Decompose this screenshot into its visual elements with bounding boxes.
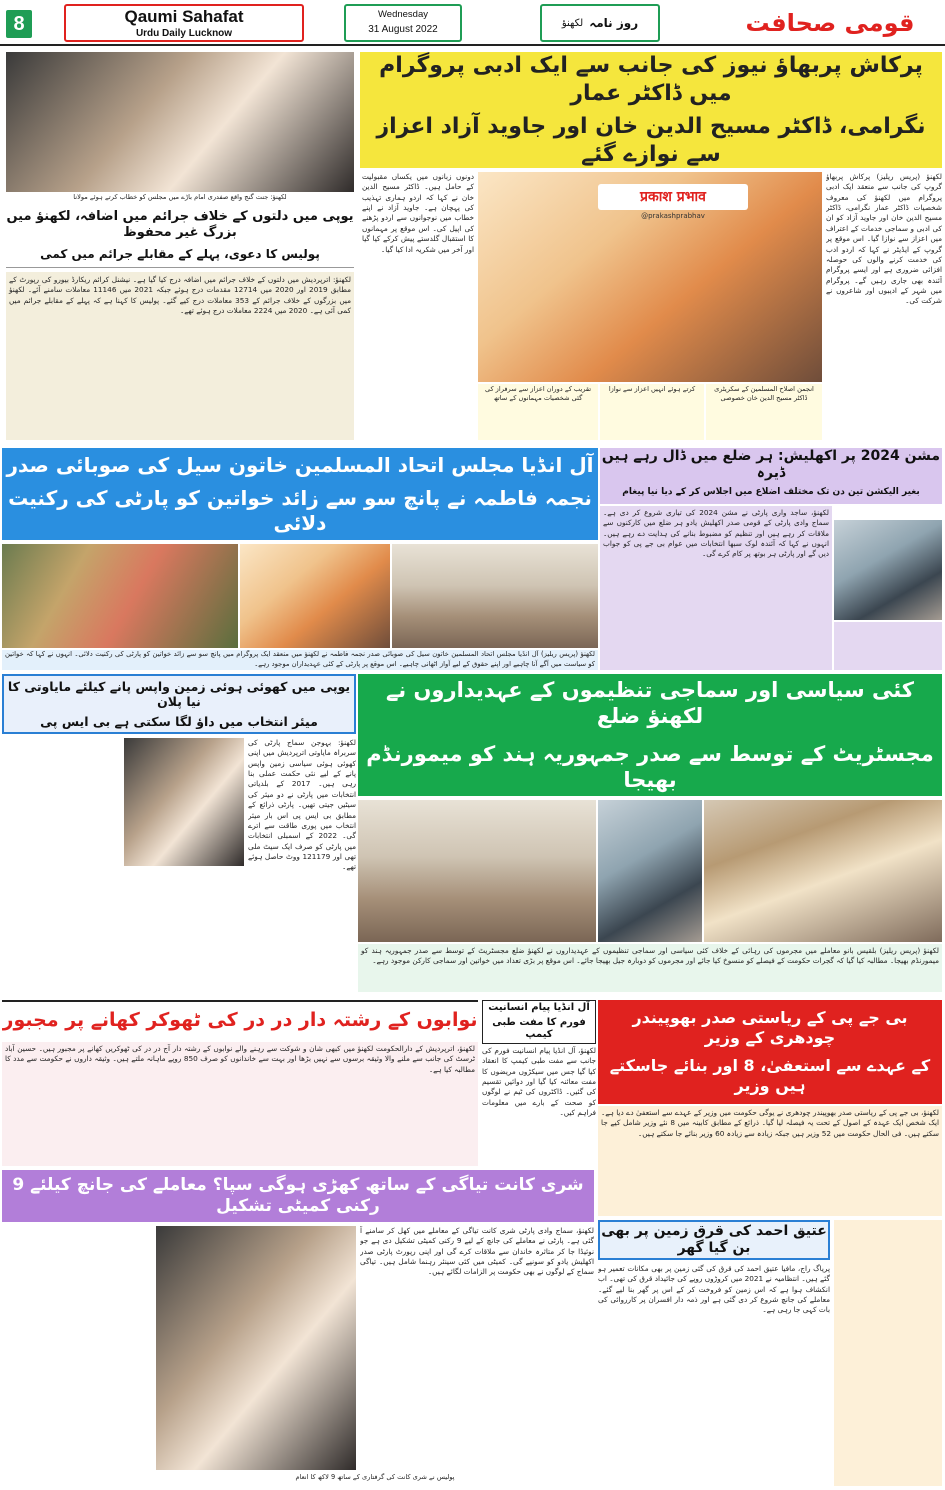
aimim-headline-block (2, 448, 598, 540)
story1-body-right: لکھنؤ (پریس ریلیز) پرکاش پربھاؤ گروپ کی جانب سے منعقد ایک ادبی پروگرام میں لکھنؤ کی معروف شخصیات ڈاکٹر عمار نگرامی، ڈاکٹر مسیح الدین خان اور جاوید آزاد کو ان کی ادبی و سماجی خدمات کے اعتراف میں اعزاز سے نوازا گیا۔ اس موقع پر گروپ کے ایڈیٹر نے کہا کہ اردو ادب کی خدمت کرنے والوں کی حوصلہ افزائی ضروری ہے اور ایسے پروگرام آئندہ بھی جاری رہیں گے۔ پروگرام میں شہر کے ادیبوں اور شاعروں نے شرکت کی۔ (826, 172, 942, 306)
english-subtitle: Urdu Daily Lucknow (135, 28, 233, 39)
mayawati-body-mid (124, 868, 244, 992)
nawab-headline: نوابوں کے رشتہ دار در در کی ٹھوکر کھانے پر مجبور (2, 1000, 478, 1040)
date-box (344, 4, 462, 42)
aimim-photo-1 (2, 544, 238, 648)
urdu-daily-badge (540, 4, 660, 42)
memo-headline-block (358, 674, 942, 796)
memo-photo-2 (598, 800, 702, 942)
mayawati-body-left (2, 738, 120, 992)
tyagi-caption: پولیس نے شری کانت کی گرفتاری کے ساتھ 9 لاکھ کا انعام (156, 1472, 594, 1486)
crime-headline: یوپی میں دلتوں کے خلاف جرائم میں اضافہ، لکھنؤ میں بزرگ غیر محفوظ (6, 208, 354, 240)
badge-city-text: لکھنؤ (561, 17, 584, 29)
bjp-headline-line2: کے عہدے سے استعفیٰ، 8 اور بنائے جاسکتے ہیں وزیر (609, 1056, 931, 1095)
akhilesh-body: لکھنؤ، ساجد واری پارٹی نے مشن 2024 کی تیاری شروع کر دی ہے۔ سماج وادی پارٹی کے قومی صدر اکھلیش یادو ہر ضلع میں کارکنوں سے ملاقات کر رہے ہیں اور تنظیم کو مضبوط بنانے کی ہدایت دے رہے ہیں۔ انہوں نے کہا کہ آئندہ لوک سبھا انتخابات میں عوام بی جے پی کو جواب دیں گے اور پارٹی ہر بوتھ پر کام کرے گی۔ (600, 506, 832, 670)
akhilesh-body-cont (834, 622, 942, 670)
urdu-masthead-title: قومی صحافت (745, 9, 915, 37)
mayawati-photo (124, 738, 244, 866)
camp-headline-block (482, 1000, 596, 1044)
tyagi-body-left (2, 1226, 152, 1486)
memo-photo-3 (704, 800, 942, 942)
memo-body: لکھنؤ (پریس ریلیز) بلقیس بانو معاملے میں مجرموں کی رہائی کے خلاف کئی سیاسی اور سماجی تنظیموں کے عہدیداروں نے لکھنؤ ضلع مجسٹریٹ کے توسط سے صدر جمہوریہ ہند کو میمورنڈم بھیجا۔ مطالبہ کیا گیا کہ گجرات حکومت کے فیصلے کو منسوخ کیا جائے اور مجرموں کو دوبارہ جیل بھیجا جائے۔ اس موقع پر بڑی تعداد میں خواتین اور سماجی کارکن موجود رہے۔ (358, 944, 942, 992)
camp-headline-line1: آل انڈیا پیام انسانیت (488, 1002, 590, 1014)
camp-body: لکھنؤ، آل انڈیا پیام انسانیت فورم کی جانب سے مفت طبی کیمپ کا انعقاد کیا گیا جس میں سیکڑوں مریضوں کا مفت معائنہ کیا گیا اور دوائیں تقسیم کی گئیں۔ ڈاکٹروں کی ٹیم نے لوگوں کو صحت کے بارے میں معلومات فراہم کیں۔ (482, 1046, 596, 1118)
aimim-photo-3 (392, 544, 598, 648)
atiq-headline: عتیق احمد کی قرق زمین پر بھی بن گیا گھر (598, 1220, 830, 1260)
story1-caption-1: تقریب کے دوران اعزاز سے سرفراز کی گئی شخصیات مہمانوں کے ساتھ (478, 384, 598, 440)
story1-photo (478, 172, 822, 382)
memo-photo-1 (358, 800, 596, 942)
aimim-headline-line1: آل انڈیا مجلس اتحاد المسلمین خاتون سیل کی صوبائی صدر (6, 452, 594, 477)
story1-photo-banner: प्रकाश प्रभाव (598, 184, 748, 210)
story1-headline-line2: نگرامی، ڈاکٹر مسیح الدین خان اور جاوید آزاد اعزاز سے نوازے گئے (376, 114, 926, 167)
crime-photo-caption: لکھنؤ: جنت گنج واقع صفدری امام باڑے میں مجلس کو خطاب کرتے ہوئے مولانا (6, 192, 354, 206)
bjp-headline-block (598, 1000, 942, 1104)
aimim-photo-2 (240, 544, 390, 648)
tyagi-photo (156, 1226, 356, 1470)
tyagi-body: لکھنؤ، سماج وادی پارٹی شری کانت تیاگی کے معاملے میں کھل کر سامنے آ گئی ہے۔ پارٹی نے معاملے کی جانچ کے لیے 9 رکنی کمیٹی تشکیل دی ہے جو نوئیڈا جا کر متاثرہ خاندان سے ملاقات کرے گی اور اپنی رپورٹ پارٹی صدر اکھلیش یادو کو سونپے گی۔ کمیٹی میں کئی سینئر رہنما شامل ہیں۔ تیاگی سماج کے لوگوں نے بھی حکومت پر الزامات لگائے ہیں۔ (360, 1226, 594, 1277)
masthead-english-box (64, 4, 304, 42)
crime-photo (6, 52, 354, 192)
story1-headline-line1: پرکاش پربھاؤ نیوز کی جانب سے ایک ادبی پروگرام میں ڈاکٹر عمار (379, 53, 923, 106)
crime-body: لکھنؤ: اترپردیش میں دلتوں کے خلاف جرائم میں اضافہ درج کیا گیا ہے۔ نیشنل کرائم ریکارڈ بیورو کی رپورٹ کے مطابق 2019 اور 2020 میں 12714 مقدمات درج ہوئے جبکہ 2021 میں 11146 معاملات سامنے آئے۔ لکھنؤ میں بزرگوں کے خلاف جرائم کے 353 معاملات درج کیے گئے۔ پولیس کا کہنا ہے کہ پہلے کے مقابلے جرائم میں کمی آئی ہے۔ 2020 میں 2224 معاملات درج ہوئے تھے۔ (6, 272, 354, 440)
english-title: Qaumi Sahafat (124, 7, 244, 26)
story1-body-left: دونوں زبانوں میں یکساں مقبولیت کے حامل ہیں۔ ڈاکٹر مسیح الدین خان نے کہا کہ اردو ہماری تہذیب کی پہچان ہے۔ جاوید آزاد نے اپنے خطاب میں نوجوانوں سے اردو پڑھنے کی اپیل کی۔ اس موقع پر مہمانوں کا استقبال گلدستے پیش کرکے کیا گیا اور آخر میں شکریہ ادا کیا گیا۔ (362, 172, 474, 254)
crime-subhead: پولیس کا دعوی، پہلے کے مقابلے جرائم میں کمی (6, 242, 354, 268)
aimim-body: لکھنؤ (پریس ریلیز) آل انڈیا مجلس اتحاد المسلمین خاتون سیل کی صوبائی صدر نجمہ فاطمہ نے لکھنؤ میں منعقد ایک پروگرام میں پانچ سو سے زائد خواتین کو پارٹی کی رکنیت دلائی۔ انہوں نے کہا کہ خواتین کو سیاست میں آگے آنا چاہیے اور اپنے حقوق کے لیے آواز اٹھانی چاہیے۔ اس موقع پر پارٹی کے کئی عہدیداران موجود رہے۔ (2, 650, 598, 670)
story1-headline-block (360, 52, 942, 168)
aimim-headline-line2: نجمہ فاطمہ نے پانچ سو سے زائد خواتین کو پارٹی کی رکنیت دلائی (8, 485, 592, 535)
story1-caption-2: کرتے ہوئے انہیں اعزاز سے نوازا (600, 384, 704, 440)
akhilesh-headline: مشن 2024 پر اکھلیش: ہر ضلع میں ڈال رہے ہیں ڈیرہ (601, 448, 941, 481)
memo-headline-line2: مجسٹریٹ کے توسط سے صدر جمہوریہ ہند کو میمورنڈم بھیجا (366, 742, 934, 793)
nawab-body: لکھنؤ، اترپردیش کے دارالحکومت لکھنؤ میں کبھی شان و شوکت سے رہنے والے نوابوں کے رشتہ دار آج در در کی ٹھوکریں کھانے پر مجبور ہیں۔ حسین آباد ٹرسٹ کی جانب سے ملنے والا وثیقہ برسوں سے نہیں بڑھا اور بہت سے خاندانوں کو صرف 850 روپے ماہانہ ملتے ہیں۔ وثیقہ داروں نے حکومت سے مدد کا مطالبہ کیا ہے۔ (2, 1042, 478, 1166)
date-value: 31 August 2022 (368, 24, 438, 35)
mayawati-headline-block (2, 674, 356, 734)
camp-headline-line2: فورم کا مفت طبی کیمپ (492, 1016, 586, 1041)
story1-photo-handle: @prakashprabhav (641, 212, 705, 220)
atiq-body: پریاگ راج، مافیا عتیق احمد کی قرق کی گئی زمین پر بھی مکانات تعمیر ہو گئے ہیں۔ انتظامیہ نے 2021 میں کروڑوں روپے کی جائیداد قرق کی تھی۔ اب انکشاف ہوا ہے کہ اس زمین کو فروخت کر کے اس پر گھر بنا لیے گئے۔ معاملے کی جانچ شروع کر دی گئی ہے اور ذمہ دار افسران پر کارروائی کی بات کہی جا رہی ہے۔ (598, 1264, 830, 1486)
bjp-headline-line1: بی جے پی کے ریاستی صدر بھوپیندر چودھری کے وزیر (632, 1008, 908, 1047)
memo-headline-line1: کئی سیاسی اور سماجی تنظیموں کے عہدیداروں نے لکھنؤ ضلع (386, 677, 914, 728)
mayawati-body-right: لکھنؤ: بہوجن سماج پارٹی کی سربراہ مایاوتی اترپردیش میں اپنی کھوئی ہوئی سیاسی زمین واپس پانے کے لیے نئی حکمت عملی بنا رہی ہیں۔ 2017 کے بلدیاتی انتخابات میں پارٹی نے دو میئر کی سیٹیں جیتی تھیں۔ پارٹی ذرائع کے مطابق بی ایس پی اس بار میئر انتخاب میں پوری طاقت سے اترے گی۔ 2022 کے اسمبلی انتخابات میں پارٹی کو صرف ایک سیٹ ملی تھی اور 121179 ووٹ حاصل ہوئے تھے۔ (248, 738, 356, 992)
mayawati-headline-line1: یوپی میں کھوئی ہوئی زمین واپس پانے کیلئے مایاوتی کا نیا پلان (7, 678, 351, 710)
masthead (0, 0, 945, 46)
akhilesh-photo (834, 520, 942, 620)
date-day: Wednesday (378, 9, 428, 20)
badge-daily-text: روز نامہ (589, 16, 639, 30)
mayawati-headline-line2: میئر انتخاب میں داؤ لگا سکتی ہے بی ایس پی (40, 713, 318, 729)
page-number: 8 (6, 10, 32, 38)
story1-caption-3: انجمن اصلاح المسلمین کے سکریٹری ڈاکٹر مسیح الدین خان خصوصی (706, 384, 822, 440)
tyagi-headline: شری کانت تیاگی کے ساتھ کھڑی ہوگی سپا؟ معاملے کی جانچ کیلئے 9 رکنی کمیٹی تشکیل (2, 1170, 594, 1222)
bjp-body: لکھنؤ، بی جے پی کے ریاستی صدر بھوپیندر چودھری نے یوگی حکومت میں وزیر کے عہدے سے استعفیٰ دے دیا ہے۔ ایک شخص ایک عہدہ کے اصول کے تحت یہ فیصلہ لیا گیا۔ ذرائع کے مطابق کابینہ میں 8 نئے وزیر شامل کیے جا سکتے ہیں۔ فی الحال حکومت میں 52 وزیر ہیں جبکہ زیادہ سے زیادہ 60 وزیر بنائے جا سکتے ہیں۔ (598, 1106, 942, 1216)
akhilesh-subhead: بغیر الیکشن تین دن تک مختلف اضلاع میں اجلاس کر کے دیا نیا پیغام (600, 482, 942, 504)
bjp-body-cont (834, 1220, 942, 1486)
